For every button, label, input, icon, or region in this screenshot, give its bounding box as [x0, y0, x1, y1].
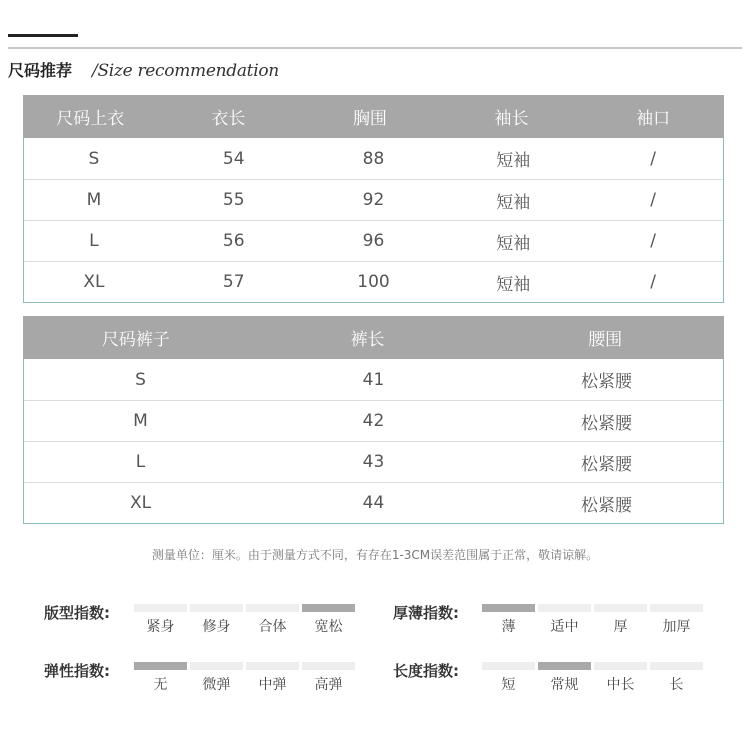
- index-segment: [650, 604, 703, 636]
- index-option-label: 短: [501, 677, 516, 693]
- index-segment-bar: [190, 662, 243, 670]
- measurement-note: 测量单位：厘米。由于测量方式不同，有存在1-3CM误差范围属于正常，敬请谅解。: [151, 548, 599, 562]
- section-title-zh: 尺码推荐: [8, 61, 73, 80]
- table-header-row: [23, 316, 724, 359]
- table-row: [24, 441, 723, 482]
- index-segment-bar: [134, 662, 187, 670]
- thickness-index: [393, 602, 713, 642]
- section-title-en: /Size recommendation: [92, 61, 279, 81]
- table-cell: 松紧腰: [581, 454, 632, 475]
- table-cell: 短袖: [496, 151, 531, 171]
- index-segment: [650, 662, 703, 694]
- index-option-label: 长: [669, 677, 684, 693]
- index-segment: [302, 604, 355, 636]
- index-segment-bar: [650, 604, 703, 612]
- column-header: 胸围: [352, 109, 387, 129]
- table-row: [24, 482, 723, 523]
- index-option-label: 常规: [550, 677, 579, 693]
- table-cell: L: [89, 231, 99, 251]
- index-segment: [134, 662, 187, 694]
- table-cell: M: [86, 190, 102, 210]
- table-cell: 92: [362, 190, 385, 210]
- index-segment-bar: [246, 604, 299, 612]
- table-cell: S: [135, 369, 146, 390]
- table-cell: /: [650, 231, 656, 251]
- table-cell: 42: [362, 411, 385, 431]
- table-cell: 96: [362, 231, 385, 251]
- index-segment: [190, 662, 243, 694]
- index-label: 版型指数:: [44, 604, 110, 622]
- index-option-label: 合体: [258, 619, 287, 635]
- column-header: 尺码裤子: [101, 330, 170, 350]
- index-segment: [134, 604, 187, 636]
- index-option-label: 加厚: [662, 619, 691, 635]
- fit-index: [44, 602, 364, 642]
- index-option-label: 中长: [606, 677, 635, 693]
- index-segment: [246, 604, 299, 636]
- index-option-label: 无: [153, 677, 168, 693]
- table-cell: 松紧腰: [581, 413, 632, 434]
- column-header: 尺码上衣: [56, 109, 125, 129]
- index-segment-bar: [302, 604, 355, 612]
- table-cell: /: [650, 190, 656, 210]
- index-segment: [246, 662, 299, 694]
- table-cell: 54: [222, 148, 245, 169]
- column-header: 袖长: [494, 109, 529, 129]
- index-segment-bar: [538, 604, 591, 612]
- index-option-label: 微弹: [202, 677, 231, 693]
- table-row: [24, 220, 723, 261]
- index-segment: [538, 662, 591, 694]
- table-cell: 44: [362, 493, 385, 513]
- table-cell: 88: [362, 148, 385, 169]
- table-row: [24, 400, 723, 441]
- table-cell: M: [133, 411, 148, 431]
- index-label: 弹性指数:: [44, 662, 110, 680]
- index-option-label: 适中: [550, 619, 579, 635]
- index-segment: [594, 604, 647, 636]
- table-row: [24, 261, 723, 302]
- index-option-label: 高弹: [314, 677, 343, 693]
- bottom-size-table: [23, 316, 724, 524]
- length-index: [393, 660, 713, 700]
- table-cell: L: [135, 452, 146, 472]
- table-cell: 短袖: [496, 192, 531, 213]
- index-segment-bar: [246, 662, 299, 670]
- table-cell: 57: [222, 272, 245, 292]
- index-segment-bar: [538, 662, 591, 670]
- table-cell: 松紧腰: [581, 495, 632, 516]
- index-segment: [482, 662, 535, 694]
- table-cell: S: [88, 148, 100, 169]
- index-option-label: 薄: [501, 619, 516, 635]
- index-option-label: 修身: [202, 619, 231, 635]
- index-segment-bar: [134, 604, 187, 612]
- index-segment-bar: [482, 662, 535, 670]
- table-cell: XL: [83, 272, 105, 292]
- index-segment: [594, 662, 647, 694]
- index-option-label: 中弹: [258, 677, 287, 693]
- index-segment: [538, 604, 591, 636]
- table-cell: 41: [362, 369, 385, 390]
- table-cell: /: [650, 148, 656, 169]
- table-cell: XL: [129, 493, 152, 513]
- table-cell: 100: [357, 272, 390, 292]
- table-cell: /: [650, 272, 656, 292]
- index-label: 长度指数:: [393, 662, 459, 680]
- table-cell: 43: [362, 452, 385, 472]
- index-option-label: 厚: [613, 619, 628, 635]
- table-row: [24, 359, 723, 400]
- index-segment-bar: [190, 604, 243, 612]
- table-cell: 55: [222, 190, 245, 210]
- top-divider: [8, 47, 742, 49]
- section-header: [8, 58, 279, 82]
- index-option-label: 紧身: [146, 619, 175, 635]
- index-segment: [302, 662, 355, 694]
- column-header: 腰围: [588, 330, 623, 350]
- top-size-table: [23, 95, 724, 303]
- index-segment-bar: [594, 662, 647, 670]
- table-cell: 56: [222, 231, 245, 251]
- elasticity-index: [44, 660, 364, 700]
- table-cell: 短袖: [496, 233, 531, 254]
- table-cell: 短袖: [496, 274, 531, 295]
- index-segment-bar: [482, 604, 535, 612]
- index-segment-bar: [650, 662, 703, 670]
- index-segment: [482, 604, 535, 636]
- index-segment-bar: [594, 604, 647, 612]
- index-label: 厚薄指数:: [393, 604, 459, 622]
- index-segment: [190, 604, 243, 636]
- column-header: 裤长: [350, 330, 385, 350]
- table-row: [24, 179, 723, 220]
- index-option-label: 宽松: [314, 619, 343, 635]
- table-row: [24, 138, 723, 179]
- column-header: 衣长: [211, 109, 246, 129]
- column-header: 袖口: [636, 109, 671, 129]
- index-segment-bar: [302, 662, 355, 670]
- top-accent-bar: [8, 34, 78, 37]
- table-header-row: [23, 95, 724, 138]
- table-cell: 松紧腰: [581, 372, 632, 392]
